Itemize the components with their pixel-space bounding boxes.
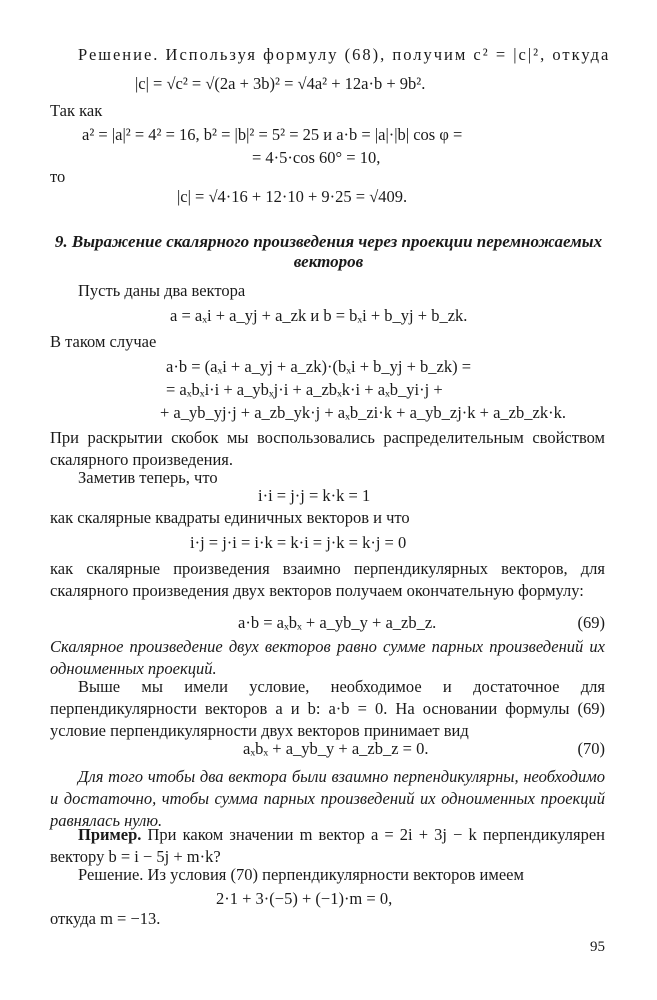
equation-expansion-2: = aₓbₓi·i + a_ybₓj·i + a_zbₓk·i + aₓb_yi·j + (166, 380, 443, 399)
paragraph-final-formula: как скалярные произведения взаимно перпендикулярных векторов, для скалярного произведения двух векторов получаем окончательную формулу: (50, 559, 605, 600)
paragraph-distributive: При раскрытии скобок мы воспользовались распределительным свойством скалярного произведения. (50, 428, 605, 469)
paragraph-unit-vectors: как скалярные квадраты единичных векторов и что (50, 508, 410, 527)
equation-69: a·b = aₓbₓ + a_yb_y + a_zb_z. (238, 613, 437, 632)
paragraph-given-vectors: Пусть даны два вектора (78, 281, 246, 300)
equation-dot-value: = 4·5·cos 60° = 10, (252, 148, 381, 167)
equation-expansion-1: a·b = (aₓi + a_yj + a_zk)·(bₓi + b_yj + b_zk) = (166, 357, 472, 376)
equation-example: 2·1 + 3·(−5) + (−1)·m = 0, (216, 889, 393, 908)
solution-paragraph (78, 864, 524, 886)
equation-orthogonal-units: i·j = j·i = i·k = k·i = j·k = k·j = 0 (190, 533, 407, 552)
text-to: то (50, 167, 66, 186)
equation-70-number: (70) (577, 739, 605, 758)
example-text: При каком значении m вектор a = 2i + 3j − k перпендикулярен вектору b = i − 5j + m·k? (50, 825, 605, 866)
example-label: Пример. (78, 825, 142, 844)
paragraph-perpendicularity: Выше мы имели условие, необходимое и достаточное для перпендикулярности векторов a и b: a·b = 0. На основании формулы (69) условие перпендикулярности двух векторов принимает вид (50, 677, 605, 740)
equation-c-result: |c| = √4·16 + 12·10 + 9·25 = √409. (177, 187, 408, 206)
text-tak-kak: Так как (50, 101, 103, 120)
paragraph-in-this-case: В таком случае (50, 332, 157, 351)
example-answer: откуда m = −13. (50, 909, 161, 928)
solution-text: Решение. Из условия (70) перпендикулярности векторов имеем (78, 865, 524, 884)
example-paragraph (50, 824, 605, 868)
equation-70: aₓbₓ + a_yb_y + a_zb_z = 0. (243, 739, 429, 758)
theorem-perpendicular: Для того чтобы два вектора были взаимно перпендикулярны, необходимо и достаточно, чтобы сумма парных произведений их одноименных проекций равнялась нулю. (50, 767, 605, 830)
equation-69-number: (69) (577, 613, 605, 632)
equation-expansion-3: + a_yb_yj·j + a_zb_yk·j + aₓb_zi·k + a_yb_zj·k + a_zb_zk·k. (160, 403, 566, 422)
solution-intro: Решение. Используя формулу (68), получим c² = |c|², откуда (78, 45, 611, 64)
page-number: 95 (590, 939, 605, 955)
equation-c-magnitude: |c| = √c² = √(2a + 3b)² = √4a² + 12a·b + 9b². (135, 74, 426, 93)
section-heading: 9. Выражение скалярного произведения через проекции перемножаемых векторов (54, 232, 603, 272)
equation-squares: a² = |a|² = 4² = 16, b² = |b|² = 5² = 25 и a·b = |a|·|b| cos φ = (82, 125, 463, 144)
paragraph-noting: Заметив теперь, что (78, 468, 218, 487)
equation-vector-decomposition: a = aₓi + a_yj + a_zk и b = bₓi + b_yj + b_zk. (170, 306, 468, 325)
theorem-dot-product: Скалярное произведение двух векторов равно сумме парных произведений их одноименных проекций. (50, 637, 605, 678)
equation-unit-squares: i·i = j·j = k·k = 1 (258, 486, 371, 505)
